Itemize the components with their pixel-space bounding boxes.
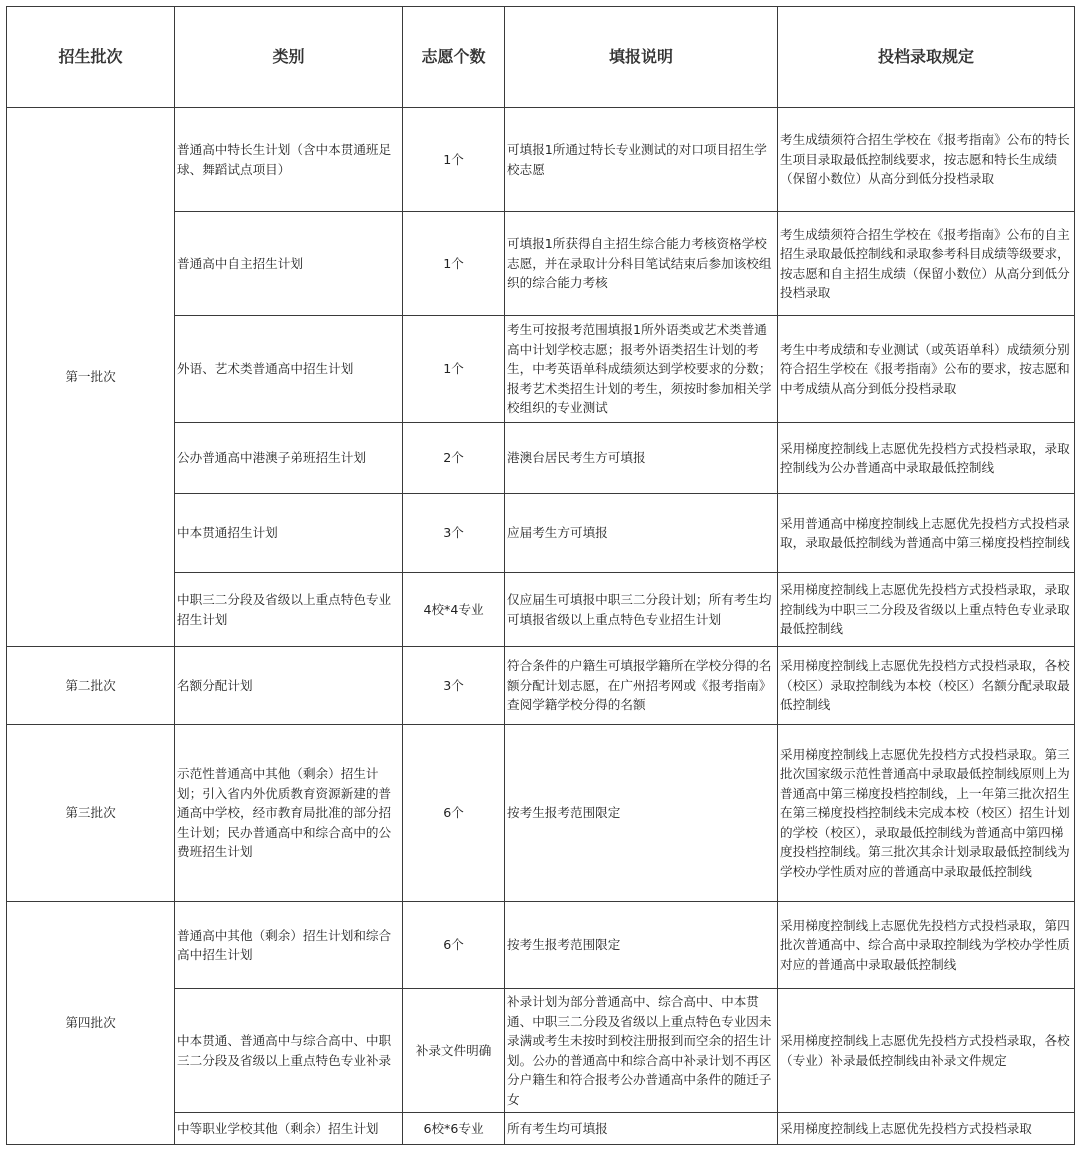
category-cell: 名额分配计划 [175,647,403,725]
category-cell: 外语、艺术类普通高中招生计划 [175,316,403,423]
header-rules: 投档录取规定 [778,7,1075,108]
category-cell: 中本贯通、普通高中与综合高中、中职三二分段及省级以上重点特色专业补录 [175,989,403,1113]
batch-cell: 第二批次 [7,647,175,725]
rules-cell: 采用梯度控制线上志愿优先投档方式投档录取，各校（专业）补录最低控制线由补录文件规定 [778,989,1075,1113]
count-cell: 1个 [403,212,505,316]
batch-cell: 第三批次 [7,725,175,902]
count-cell: 1个 [403,316,505,423]
rules-cell: 采用普通高中梯度控制线上志愿优先投档方式投档录取，录取最低控制线为普通高中第三梯度投档控制线 [778,494,1075,573]
header-instructions: 填报说明 [505,7,778,108]
category-cell: 普通高中自主招生计划 [175,212,403,316]
count-cell: 6个 [403,725,505,902]
category-cell: 示范性普通高中其他（剩余）招生计划；引入省内外优质教育资源新建的普通高中学校，经市教育局批准的部分招生计划；民办普通高中和综合高中的公费班招生计划 [175,725,403,902]
count-cell: 6个 [403,902,505,989]
instructions-cell: 补录计划为部分普通高中、综合高中、中本贯通、中职三二分段及省级以上重点特色专业因未录满或考生未按时到校注册报到而空余的招生计划。公办的普通高中和综合高中补录计划不再区分户籍生和符合报考公办普通高中条件的随迁子女 [505,989,778,1113]
count-cell: 3个 [403,494,505,573]
header-batch: 招生批次 [7,7,175,108]
instructions-cell: 仅应届生可填报中职三二分段计划；所有考生均可填报省级以上重点特色专业招生计划 [505,573,778,647]
count-cell: 3个 [403,647,505,725]
category-cell: 中本贯通招生计划 [175,494,403,573]
rules-cell: 采用梯度控制线上志愿优先投档方式投档录取，录取控制线为中职三二分段及省级以上重点特色专业录取最低控制线 [778,573,1075,647]
count-cell: 补录文件明确 [403,989,505,1113]
admission-policy-table [6,6,1075,1145]
rules-cell: 考生成绩须符合招生学校在《报考指南》公布的自主招生录取最低控制线和录取参考科目成绩等级要求，按志愿和自主招生成绩（保留小数位）从高分到低分投档录取 [778,212,1075,316]
count-cell: 2个 [403,423,505,494]
instructions-cell: 应届考生方可填报 [505,494,778,573]
instructions-cell: 按考生报考范围限定 [505,902,778,989]
rules-cell: 考生中考成绩和专业测试（或英语单科）成绩须分别符合招生学校在《报考指南》公布的要求，按志愿和中考成绩从高分到低分投档录取 [778,316,1075,423]
instructions-cell: 港澳台居民考生方可填报 [505,423,778,494]
count-cell: 1个 [403,108,505,212]
rules-cell: 采用梯度控制线上志愿优先投档方式投档录取，录取控制线为公办普通高中录取最低控制线 [778,423,1075,494]
instructions-cell: 可填报1所通过特长专业测试的对口项目招生学校志愿 [505,108,778,212]
batch-cell: 第一批次 [7,108,175,647]
rules-cell: 采用梯度控制线上志愿优先投档方式投档录取 [778,1113,1075,1145]
table-row [7,725,1075,902]
count-cell: 6校*6专业 [403,1113,505,1145]
instructions-cell: 符合条件的户籍生可填报学籍所在学校分得的名额分配计划志愿，在广州招考网或《报考指南》查阅学籍学校分得的名额 [505,647,778,725]
category-cell: 普通高中特长生计划（含中本贯通班足球、舞蹈试点项目） [175,108,403,212]
instructions-cell: 可填报1所获得自主招生综合能力考核资格学校志愿，并在录取计分科目笔试结束后参加该校组织的综合能力考核 [505,212,778,316]
batch-cell: 第四批次 [7,902,175,1145]
table-row [7,647,1075,725]
category-cell: 中职三二分段及省级以上重点特色专业招生计划 [175,573,403,647]
table-row [7,902,1075,989]
instructions-cell: 按考生报考范围限定 [505,725,778,902]
rules-cell: 采用梯度控制线上志愿优先投档方式投档录取，第四批次普通高中、综合高中录取控制线为学校办学性质对应的普通高中录取最低控制线 [778,902,1075,989]
count-cell: 4校*4专业 [403,573,505,647]
table-row [7,108,1075,212]
category-cell: 普通高中其他（剩余）招生计划和综合高中招生计划 [175,902,403,989]
header-count: 志愿个数 [403,7,505,108]
category-cell: 公办普通高中港澳子弟班招生计划 [175,423,403,494]
instructions-cell: 所有考生均可填报 [505,1113,778,1145]
instructions-cell: 考生可按报考范围填报1所外语类或艺术类普通高中计划学校志愿；报考外语类招生计划的考生，中考英语单科成绩须达到学校要求的分数；报考艺术类招生计划的考生，须按时参加相关学校组织的专业测试 [505,316,778,423]
category-cell: 中等职业学校其他（剩余）招生计划 [175,1113,403,1145]
rules-cell: 考生成绩须符合招生学校在《报考指南》公布的特长生项目录取最低控制线要求，按志愿和特长生成绩（保留小数位）从高分到低分投档录取 [778,108,1075,212]
header-category: 类别 [175,7,403,108]
rules-cell: 采用梯度控制线上志愿优先投档方式投档录取，各校（校区）录取控制线为本校（校区）名额分配录取最低控制线 [778,647,1075,725]
rules-cell: 采用梯度控制线上志愿优先投档方式投档录取。第三批次国家级示范性普通高中录取最低控制线原则上为普通高中第三梯度投档控制线，上一年第三批次招生在第三梯度投档控制线未完成本校（校区）招生计划的学校（校区），录取最低控制线为普通高中第四梯度投档控制线。第三批次其余计划录取最低控制线为学校办学性质对应的普通高中录取最低控制线 [778,725,1075,902]
header-row [7,7,1075,108]
